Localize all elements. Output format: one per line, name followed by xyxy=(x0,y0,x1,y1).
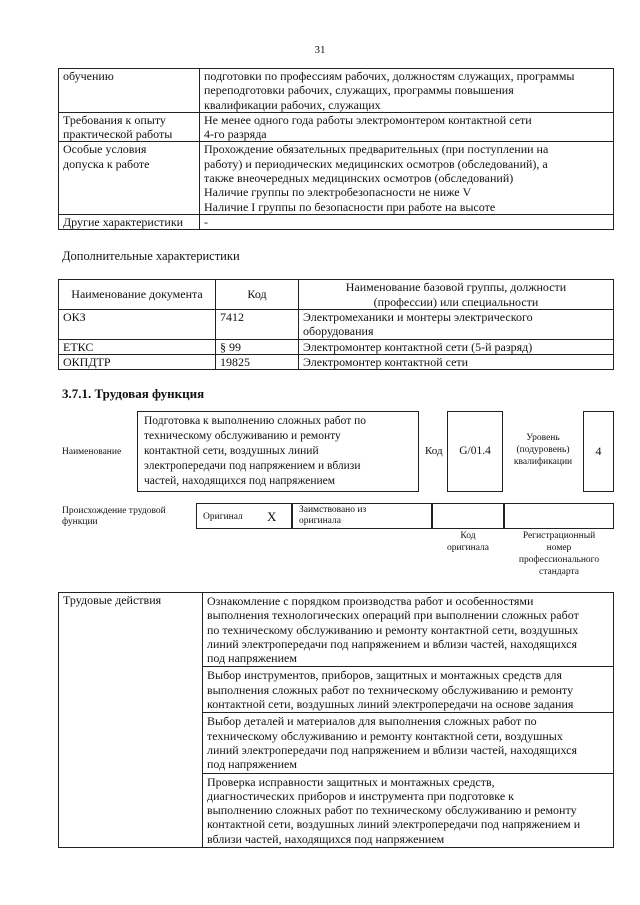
table-row xyxy=(59,339,614,354)
row-value xyxy=(200,69,614,113)
label-line: практической работы xyxy=(63,127,173,142)
code-label: Код xyxy=(425,445,443,457)
origin-line: Происхождение трудовой xyxy=(62,506,166,516)
qualification-table xyxy=(58,68,614,230)
header-line: Наименование базовой группы, должности xyxy=(345,280,567,295)
name-cell: Электромонтер контактной сети xyxy=(299,354,614,369)
action-line: Выбор инструментов, приборов, защитных и монтажных средств для xyxy=(207,668,562,683)
row-label xyxy=(59,214,200,229)
name-line: Электромеханики и монтеры электрического xyxy=(303,310,533,324)
code-cell: 7412 xyxy=(216,310,299,340)
label-line: Требования к опыту xyxy=(63,112,166,127)
additional-table xyxy=(58,279,614,370)
original-label: Оригинал xyxy=(203,512,243,522)
action-line: Проверка исправности защитных и монтажных средств, xyxy=(207,774,495,789)
name-line: техническому обслуживанию и ремонту xyxy=(144,430,341,442)
name-cell xyxy=(299,310,614,340)
action-line: вблизи частей, находящихся под напряжением xyxy=(207,831,445,846)
code-value: G/01.4 xyxy=(459,445,491,457)
row-label xyxy=(59,69,200,113)
value-line: 4-го разряда xyxy=(204,127,267,142)
action-line: контактной сети, воздушных линий электропередачи на основе задания xyxy=(207,697,574,712)
row-value xyxy=(200,112,614,142)
header-code: Код xyxy=(216,280,299,310)
action-line: под напряжением xyxy=(207,757,297,772)
action-line: Ознакомление с порядком производства работ и особенностями xyxy=(207,594,534,608)
row-label xyxy=(59,142,200,214)
label-line: допуска к работе xyxy=(63,156,150,171)
actions-label: Трудовые действия xyxy=(59,593,203,848)
value-line: работу) и периодических медицинских осмотров (обследований), а xyxy=(204,156,548,171)
value-line: Прохождение обязательных предварительных (при поступлении на xyxy=(204,142,549,157)
borrowed-line: Заимствовано из xyxy=(299,505,367,515)
level-value-box xyxy=(583,411,614,492)
value-line: подготовки по профессиям рабочих, должностям служащих, программы xyxy=(204,69,575,83)
function-heading: 3.7.1. Трудовая функция xyxy=(62,386,205,401)
table-row xyxy=(59,112,614,142)
caption-line: оригинала xyxy=(447,543,489,553)
header-line: (профессии) или специальности xyxy=(373,294,539,309)
action-line: линий электропередачи под напряжением и вблизи частей, находящихся xyxy=(207,636,577,651)
value-line: Не менее одного года работы электромонтером контактной сети xyxy=(204,112,532,127)
action-item xyxy=(203,773,614,847)
name-line: электропередачи под напряжением и вблизи xyxy=(144,460,361,472)
value-line: переподготовки рабочих, служащих, программы повышения xyxy=(204,83,514,98)
caption-line: Регистрационный xyxy=(522,531,596,541)
borrowed-line: оригинала xyxy=(299,516,341,526)
page-number: 31 xyxy=(314,44,326,56)
labour-actions-table xyxy=(58,592,614,848)
action-line: под напряжением xyxy=(207,651,297,666)
reg-number-caption xyxy=(504,530,614,578)
level-value: 4 xyxy=(595,444,602,458)
level-label xyxy=(505,432,581,468)
code-cell: 19825 xyxy=(216,354,299,369)
name-line: оборудования xyxy=(303,324,374,339)
caption-line: номер xyxy=(546,543,572,553)
borrowed-box xyxy=(292,503,432,529)
code-cell: § 99 xyxy=(216,339,299,354)
original-mark: X xyxy=(267,509,277,524)
action-line: выполнения технологических операций при выполнении сложных работ xyxy=(207,608,579,623)
table-row xyxy=(59,214,614,229)
action-line: выполнению сложных работ по техническому обслуживанию и ремонту xyxy=(207,803,577,818)
caption-line: Код xyxy=(460,531,476,541)
row-label xyxy=(59,112,200,142)
header-name xyxy=(299,280,614,310)
doc-cell: ЕТКС xyxy=(59,339,216,354)
value-line: также внеочередных медицинских осмотров (обследований) xyxy=(204,171,514,186)
doc-cell: ОКЗ xyxy=(59,310,216,340)
row-value xyxy=(200,142,614,214)
level-line: квалификации xyxy=(513,457,573,467)
label-line: Особые условия xyxy=(63,142,147,157)
table-header-row xyxy=(59,280,614,310)
table-row xyxy=(59,354,614,369)
action-line: Выбор деталей и материалов для выполнения сложных работ по xyxy=(207,714,537,729)
action-item xyxy=(203,593,614,667)
code-original-box xyxy=(432,503,504,529)
value-line: квалификации рабочих, служащих xyxy=(204,97,381,112)
value-line: Наличие I группы по безопасности при работе на высоте xyxy=(204,199,496,214)
caption-line: профессионального xyxy=(518,555,600,565)
header-doc: Наименование документа xyxy=(59,280,216,310)
table-row xyxy=(59,142,614,214)
table-row xyxy=(59,310,614,340)
name-line: частей, находящихся под напряжением xyxy=(144,475,336,487)
action-line: контактной сети, воздушных линий электропередачи под напряжением и xyxy=(207,817,581,832)
doc-cell: ОКПДТР xyxy=(59,354,216,369)
caption-line: стандарта xyxy=(539,567,579,577)
label-text: Другие характеристики xyxy=(63,214,184,229)
action-item xyxy=(203,713,614,773)
value-line: - xyxy=(204,214,208,229)
table-row xyxy=(59,593,614,667)
action-line: по техническому обслуживанию и ремонту контактной сети, воздушных xyxy=(207,622,579,637)
name-label: Наименование xyxy=(62,447,122,457)
label-text: обучению xyxy=(63,69,114,83)
level-line: (подуровень) xyxy=(516,445,570,455)
code-value-box xyxy=(447,411,503,492)
table-row xyxy=(59,69,614,113)
level-line: Уровень xyxy=(526,433,560,443)
name-cell: Электромонтер контактной сети (5-й разряд) xyxy=(299,339,614,354)
origin-label xyxy=(62,506,166,528)
name-line: контактной сети, воздушных линий xyxy=(144,445,319,457)
action-line: выполнения сложных работ по техническому обслуживанию и ремонту xyxy=(207,682,574,697)
action-line: техническому обслуживанию и ремонту контактной сети, воздушных xyxy=(207,728,563,743)
function-name-box xyxy=(137,411,419,492)
action-item xyxy=(203,667,614,713)
name-line: Подготовка к выполнению сложных работ по xyxy=(144,415,367,427)
origin-line: функции xyxy=(62,517,98,527)
row-value xyxy=(200,214,614,229)
value-line: Наличие группы по электробезопасности не ниже V xyxy=(204,185,472,200)
additional-title: Дополнительные характеристики xyxy=(62,249,240,263)
original-box xyxy=(196,503,292,529)
action-line: диагностических приборов и инструмента при подготовке к xyxy=(207,788,514,803)
code-original-caption xyxy=(432,530,504,554)
reg-number-box xyxy=(504,503,614,529)
action-line: линий электропередачи под напряжением и вблизи частей, находящихся xyxy=(207,742,577,757)
